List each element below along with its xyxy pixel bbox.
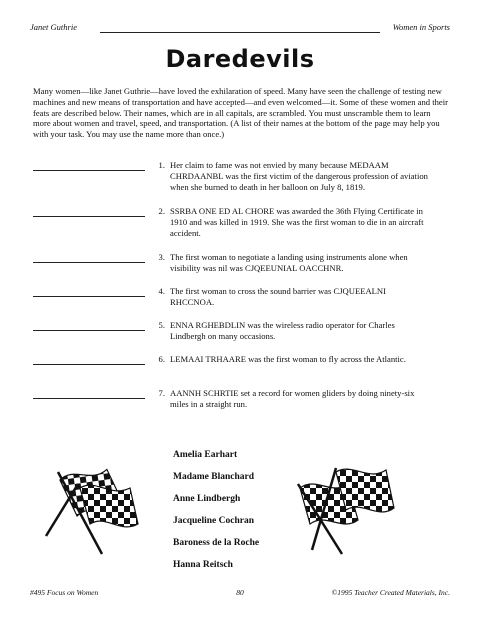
- answer-blank[interactable]: [33, 170, 145, 171]
- name-item: Anne Lindbergh: [173, 494, 241, 504]
- intro-paragraph: Many women—like Janet Guthrie—have loved the exhilaration of speed. Many have seen the challenge of testing new machines and new means of transportation and have accepted—and even welcomed—it. Some of these women and their feats are described below. Their names, which are in all capitals, are scrambled. You must unscramble them to learn more about women and travel, speed, and transportation. (A list of their names at the bottom of the page may help you with your task. You may use the name more than once.): [33, 86, 448, 140]
- question-number: 2.: [158, 206, 165, 216]
- name-item: Baroness de la Roche: [173, 538, 260, 548]
- name-item: Madame Blanchard: [173, 472, 255, 482]
- footer-left: #495 Focus on Women: [30, 588, 99, 597]
- question-text: LEMAAI TRHAARE was the first woman to fly across the Atlantic.: [170, 354, 406, 364]
- question-text: Her claim to fame was not envied by many because MEDAAM CHRDAANBL was the first victim of the dangerous profession of aviation when she burned to death in her balloon on July 8, 1819.: [170, 160, 428, 192]
- answer-blank[interactable]: [33, 216, 145, 217]
- page-number: 80: [236, 588, 244, 597]
- answer-blank[interactable]: [33, 398, 145, 399]
- question-text: AANNH SCHRTIE set a record for women gliders by doing ninety-six miles in a straight run.: [170, 388, 415, 409]
- page-footer: [30, 588, 450, 602]
- name-list: [173, 449, 259, 581]
- page-title: Daredevils: [165, 45, 315, 73]
- header-right: Women in Sports: [392, 22, 450, 32]
- name-item: Amelia Earhart: [173, 450, 238, 460]
- checkered-flag-icon: [292, 458, 402, 558]
- answer-blank[interactable]: [33, 262, 145, 263]
- question-number: 7.: [158, 388, 165, 398]
- question-number: 5.: [158, 320, 165, 330]
- page-header: [30, 22, 450, 38]
- header-left: Janet Guthrie: [30, 22, 77, 32]
- question-number: 6.: [158, 354, 165, 364]
- question-number: 3.: [158, 252, 165, 262]
- name-item: Jacqueline Cochran: [173, 516, 255, 526]
- header-rule: [100, 32, 380, 33]
- question-number: 4.: [158, 286, 165, 296]
- question-number: 1.: [158, 160, 165, 170]
- question-text: SSRBA ONE ED AL CHORE was awarded the 36th Flying Certificate in 1910 and was killed in 1919. She was the first woman to die in an aircraft accident.: [170, 206, 424, 238]
- question-text: The first woman to negotiate a landing using instruments alone when visibility was nil was CJQEEUNIAL OACCHNR.: [170, 252, 408, 273]
- answer-blank[interactable]: [33, 364, 145, 365]
- name-item: Hanna Reitsch: [173, 560, 233, 570]
- checkered-flag-icon: [40, 458, 150, 558]
- footer-right: ©1995 Teacher Created Materials, Inc.: [331, 588, 450, 597]
- answer-blank[interactable]: [33, 296, 145, 297]
- answer-blank[interactable]: [33, 330, 145, 331]
- question-text: The first woman to cross the sound barrier was CJQUEEALNI RHCCNOA.: [170, 286, 386, 307]
- question-text: ENNA RGHEBDLIN was the wireless radio operator for Charles Lindbergh on many occasions.: [170, 320, 395, 341]
